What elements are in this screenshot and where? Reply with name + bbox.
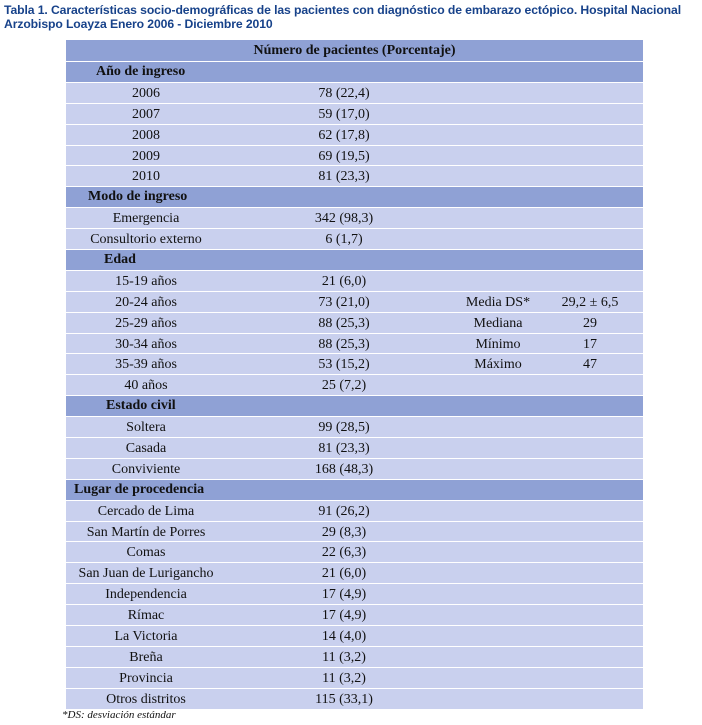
- section-header-row: [66, 480, 643, 501]
- row-label: San Martín de Porres: [86, 524, 206, 540]
- row-value: 91 (26,2): [318, 503, 370, 519]
- table-row: [66, 605, 643, 626]
- row-label: San Juan de Lurigancho: [78, 566, 214, 582]
- row-value: 78 (22,4): [318, 85, 370, 101]
- row-value: 88 (25,3): [318, 336, 370, 352]
- section-header-row: [66, 396, 643, 417]
- section-title: Estado civil: [106, 398, 176, 414]
- table-row: [66, 292, 643, 313]
- row-label: 30-34 años: [115, 336, 177, 352]
- row-value: 168 (48,3): [314, 461, 374, 477]
- stat-value: 29: [583, 315, 597, 331]
- row-value: 21 (6,0): [321, 273, 367, 289]
- row-label: Comas: [126, 545, 166, 561]
- row-label: Casada: [125, 441, 167, 457]
- row-value: 11 (3,2): [322, 670, 366, 686]
- row-label: 2009: [132, 148, 160, 164]
- row-label: Breña: [129, 649, 163, 665]
- table-row: [66, 522, 643, 543]
- row-value: 81 (23,3): [318, 169, 370, 185]
- table-row: [66, 438, 643, 459]
- row-label: Rímac: [127, 608, 165, 624]
- row-value: 99 (28,5): [318, 420, 370, 436]
- row-value: 53 (15,2): [318, 357, 370, 373]
- row-label: 40 años: [124, 378, 168, 394]
- section-title: Lugar de procedencia: [74, 481, 205, 497]
- row-value: 59 (17,0): [318, 106, 370, 122]
- table-row: [66, 459, 643, 480]
- stat-value: 29,2 ± 6,5: [561, 294, 619, 310]
- table-row: [66, 104, 643, 125]
- row-label: 35-39 años: [115, 357, 177, 373]
- row-value: 73 (21,0): [318, 294, 370, 310]
- section-title: Edad: [104, 252, 136, 268]
- table-row: [66, 689, 643, 710]
- stat-value: 17: [583, 336, 597, 352]
- stat-label: Mínimo: [475, 336, 521, 352]
- table-row: [66, 313, 643, 334]
- row-value: 29 (8,3): [321, 524, 367, 540]
- row-value: 25 (7,2): [321, 378, 367, 394]
- stat-label: Media DS*: [465, 294, 531, 310]
- row-label: Emergencia: [112, 211, 180, 227]
- table-row: [66, 626, 643, 647]
- row-label: 2008: [132, 127, 160, 143]
- table-row: [66, 647, 643, 668]
- table-row: [66, 417, 643, 438]
- row-label: 2010: [132, 169, 160, 185]
- row-value: 14 (4,0): [321, 629, 367, 645]
- section-header-row: [66, 250, 643, 271]
- row-label: 20-24 años: [115, 294, 177, 310]
- table-row: [66, 146, 643, 167]
- table-row: [66, 563, 643, 584]
- row-label: 15-19 años: [115, 273, 177, 289]
- table-row: [66, 271, 643, 292]
- row-label: Soltera: [126, 420, 166, 436]
- row-label: La Victoria: [114, 629, 178, 645]
- row-value: 11 (3,2): [322, 649, 366, 665]
- footnote: *DS: desviación estándar: [62, 709, 176, 721]
- row-value: 81 (23,3): [318, 441, 370, 457]
- table-header-title: Número de pacientes (Porcentaje): [253, 43, 456, 58]
- row-value: 6 (1,7): [325, 232, 363, 248]
- demographics-table: [66, 40, 643, 710]
- row-label: Cercado de Lima: [97, 503, 195, 519]
- row-label: 2006: [132, 85, 160, 101]
- row-label: 25-29 años: [115, 315, 177, 331]
- row-value: 88 (25,3): [318, 315, 370, 331]
- row-label: Independencia: [105, 587, 187, 603]
- row-label: Otros distritos: [106, 691, 186, 707]
- row-label: Conviviente: [111, 461, 181, 477]
- table-row: [66, 501, 643, 522]
- table-row: [66, 584, 643, 605]
- table-row: [66, 83, 643, 104]
- row-value: 115 (33,1): [315, 691, 373, 707]
- row-label: Consultorio externo: [90, 232, 202, 248]
- row-value: 17 (4,9): [321, 608, 367, 624]
- table-body: [66, 62, 643, 710]
- row-label: Provincia: [119, 670, 173, 686]
- section-title: Año de ingreso: [96, 64, 186, 79]
- row-value: 69 (19,5): [318, 148, 370, 164]
- table-row: [66, 668, 643, 689]
- table-row: [66, 229, 643, 250]
- section-header-row: [66, 62, 643, 83]
- stat-label: Máximo: [474, 357, 522, 373]
- table-header-row: [66, 40, 643, 62]
- stat-value: 47: [583, 357, 597, 373]
- table-row: [66, 354, 643, 375]
- row-value: 62 (17,8): [318, 127, 370, 143]
- table-row: [66, 542, 643, 563]
- table-row: [66, 375, 643, 396]
- table-caption: Tabla 1. Características socio-demográficas de las pacientes con diagnóstico de embarazo ectópico. Hospital Nacional Arzobispo Loayza Enero 2006 - Diciembre 2010: [4, 3, 681, 31]
- row-value: 21 (6,0): [321, 566, 367, 582]
- row-value: 22 (6,3): [321, 545, 367, 561]
- table-row: [66, 166, 643, 187]
- table-row: [66, 334, 643, 355]
- table-row: [66, 208, 643, 229]
- section-header-row: [66, 187, 643, 208]
- section-title: Modo de ingreso: [88, 189, 188, 205]
- stat-label: Mediana: [473, 315, 523, 331]
- row-label: 2007: [132, 106, 160, 122]
- row-value: 17 (4,9): [321, 587, 367, 603]
- row-value: 342 (98,3): [314, 211, 374, 227]
- table-row: [66, 125, 643, 146]
